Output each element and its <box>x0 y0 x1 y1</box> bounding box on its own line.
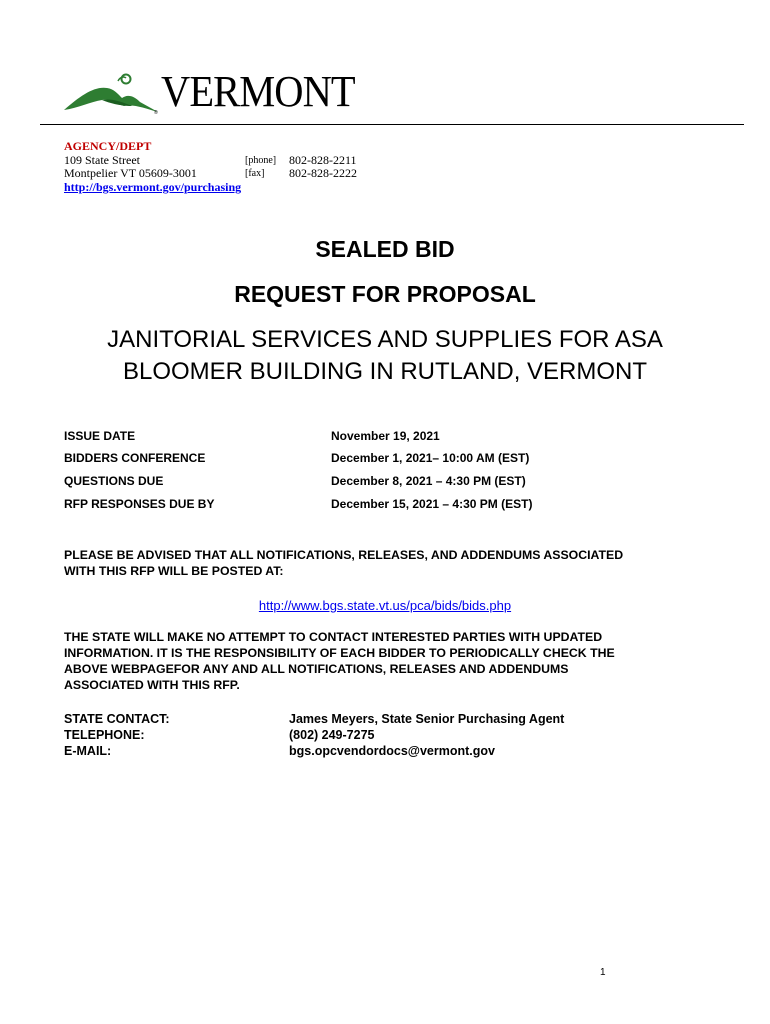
state-notice-line-1: THE STATE WILL MAKE NO ATTEMPT TO CONTACT INTERESTED PARTIES WITH UPDATED <box>64 630 603 644</box>
vermont-mountain-logo-icon <box>62 68 162 116</box>
schedule-label: ISSUE DATE <box>64 429 136 443</box>
logo-wordmark: VERMONT <box>161 67 355 116</box>
bids-page-link[interactable]: http://www.bgs.state.vt.us/pca/bids/bids.php <box>258 598 512 613</box>
posting-notice <box>64 547 714 579</box>
schedule-value: December 15, 2021 – 4:30 PM (EST) <box>331 497 533 511</box>
address-line-2: Montpelier VT 05609-3001 <box>64 166 197 180</box>
header-divider <box>40 124 744 125</box>
state-notice-line-3: ABOVE WEBPAGEFOR ANY AND ALL NOTIFICATIONS, RELEASES AND ADDENDUMS <box>64 662 569 676</box>
telephone-label: TELEPHONE: <box>64 728 145 742</box>
agency-name: AGENCY/DEPT <box>64 139 152 153</box>
rfp-heading: REQUEST FOR PROPOSAL <box>234 281 536 307</box>
rfp-title <box>0 324 770 388</box>
email-value: bgs.opcvendordocs@vermont.gov <box>289 744 495 758</box>
schedule-value: December 1, 2021– 10:00 AM (EST) <box>331 451 530 465</box>
phone-label: [phone] <box>245 155 277 166</box>
state-contact-name: James Meyers, State Senior Purchasing Agent <box>289 712 565 726</box>
sealed-bid-heading: SEALED BID <box>315 236 455 262</box>
schedule-value: December 8, 2021 – 4:30 PM (EST) <box>331 474 526 488</box>
state-contact-label: STATE CONTACT: <box>64 712 170 726</box>
posting-notice-line-1: PLEASE BE ADVISED THAT ALL NOTIFICATIONS, RELEASES, AND ADDENDUMS ASSOCIATED <box>64 548 624 562</box>
posting-notice-line-2: WITH THIS RFP WILL BE POSTED AT: <box>64 564 284 578</box>
schedule-label: BIDDERS CONFERENCE <box>64 451 206 465</box>
fax-number: 802-828-2222 <box>289 166 357 180</box>
state-notice-line-2: INFORMATION. IT IS THE RESPONSIBILITY OF EACH BIDDER TO PERIODICALLY CHECK THE <box>64 646 615 660</box>
vermont-logo <box>62 67 355 116</box>
telephone-value: (802) 249-7275 <box>289 728 375 742</box>
rfp-title-line-1: JANITORIAL SERVICES AND SUPPLIES FOR ASA <box>107 326 663 353</box>
fax-label: [fax] <box>245 168 265 179</box>
schedule-label: RFP RESPONSES DUE BY <box>64 497 215 511</box>
purchasing-website-link[interactable]: http://bgs.vermont.gov/purchasing <box>64 180 242 194</box>
schedule-label: QUESTIONS DUE <box>64 474 164 488</box>
address-line-1: 109 State Street <box>64 153 140 167</box>
state-notice-line-4: ASSOCIATED WITH THIS RFP. <box>64 678 240 692</box>
page-number: 1 <box>600 967 606 978</box>
bids-url-row <box>0 597 770 615</box>
rfp-title-line-2: BLOOMER BUILDING IN RUTLAND, VERMONT <box>122 358 648 385</box>
schedule-value: November 19, 2021 <box>331 429 440 443</box>
phone-number: 802-828-2211 <box>289 153 357 167</box>
email-label: E-MAIL: <box>64 744 112 758</box>
svg-text:®: ® <box>154 110 158 116</box>
state-responsibility-notice <box>64 629 714 693</box>
